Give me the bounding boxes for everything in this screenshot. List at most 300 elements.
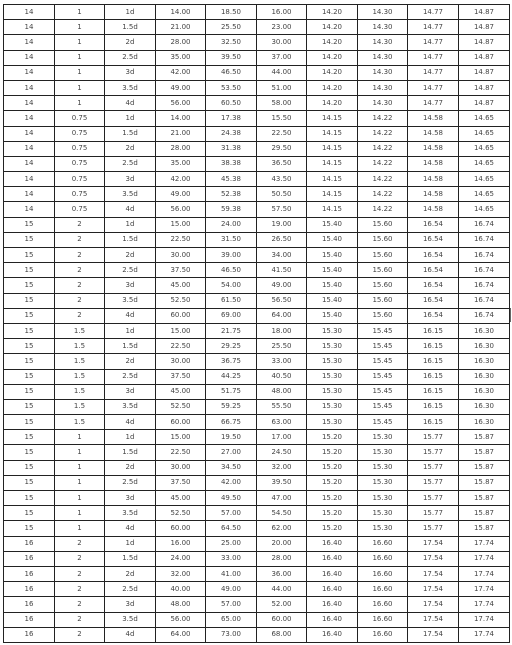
- table-cell: 3.5d: [105, 80, 156, 95]
- table-cell: 63.00: [257, 415, 307, 430]
- table-cell: 16.74: [459, 293, 510, 308]
- data-table: [3, 4, 510, 643]
- table-cell: 1: [55, 445, 105, 460]
- table-cell: 15.30: [358, 521, 408, 536]
- table-cell: 14.20: [307, 50, 358, 65]
- table-cell: 60.00: [257, 612, 307, 627]
- table-cell: 15.60: [358, 217, 408, 232]
- table-row: [4, 506, 510, 521]
- table-cell: 14.22: [358, 156, 408, 171]
- table-row: [4, 399, 510, 414]
- table-cell: 1: [55, 460, 105, 475]
- table-cell: 16.30: [459, 369, 510, 384]
- table-cell: 49.00: [156, 187, 206, 202]
- table-cell: 17.74: [459, 551, 510, 566]
- table-cell: 55.50: [257, 399, 307, 414]
- table-cell: 17.54: [408, 612, 459, 627]
- table-cell: 15.40: [307, 308, 358, 323]
- table-cell: 15.87: [459, 506, 510, 521]
- table-cell: 15.40: [307, 278, 358, 293]
- table-row: [4, 232, 510, 247]
- table-cell: 1: [55, 50, 105, 65]
- table-cell: 14.30: [358, 80, 408, 95]
- table-cell: 15.20: [307, 460, 358, 475]
- table-row: [4, 384, 510, 399]
- table-cell: 14.77: [408, 20, 459, 35]
- table-cell: 39.50: [257, 475, 307, 490]
- table-cell: 14.15: [307, 172, 358, 187]
- table-cell: 1d: [105, 5, 156, 20]
- table-cell: 46.50: [206, 65, 257, 80]
- table-cell: 28.00: [156, 35, 206, 50]
- table-cell: 22.50: [156, 232, 206, 247]
- table-cell: 30.00: [156, 354, 206, 369]
- table-cell: 45.00: [156, 491, 206, 506]
- table-cell: 0.75: [55, 156, 105, 171]
- table-cell: 17.54: [408, 566, 459, 581]
- table-cell: 17.38: [206, 111, 257, 126]
- table-cell: 16.74: [459, 278, 510, 293]
- table-cell: 37.50: [156, 475, 206, 490]
- table-cell: 1: [55, 65, 105, 80]
- table-cell: 15.77: [408, 506, 459, 521]
- table-cell: 1: [55, 20, 105, 35]
- table-cell: 17.74: [459, 566, 510, 581]
- table-cell: 15.20: [307, 521, 358, 536]
- table-cell: 2.5d: [105, 475, 156, 490]
- table-cell: 1.5d: [105, 339, 156, 354]
- table-row: [4, 217, 510, 232]
- table-cell: 16.15: [408, 399, 459, 414]
- table-cell: 15.60: [358, 308, 408, 323]
- table-cell: 15: [4, 217, 55, 232]
- table-cell: 54.00: [206, 278, 257, 293]
- table-cell: 25.50: [257, 339, 307, 354]
- table-cell: 14.00: [156, 5, 206, 20]
- table-cell: 14.58: [408, 172, 459, 187]
- table-cell: 1: [55, 5, 105, 20]
- table-cell: 15.30: [307, 399, 358, 414]
- table-cell: 14.77: [408, 35, 459, 50]
- table-row: [4, 597, 510, 612]
- table-cell: 16.54: [408, 263, 459, 278]
- table-cell: 14.15: [307, 126, 358, 141]
- table-cell: 65.00: [206, 612, 257, 627]
- table-cell: 15.20: [307, 506, 358, 521]
- table-cell: 14.22: [358, 126, 408, 141]
- table-row: [4, 187, 510, 202]
- table-cell: 15.60: [358, 263, 408, 278]
- table-cell: 2.5d: [105, 582, 156, 597]
- table-cell: 34.00: [257, 248, 307, 263]
- table-cell: 4d: [105, 521, 156, 536]
- table-row: [4, 566, 510, 581]
- table-cell: 15: [4, 354, 55, 369]
- table-row: [4, 96, 510, 111]
- table-cell: 25.00: [206, 536, 257, 551]
- table-cell: 16.30: [459, 354, 510, 369]
- table-cell: 2.5d: [105, 50, 156, 65]
- table-cell: 1.5: [55, 415, 105, 430]
- table-cell: 1.5: [55, 399, 105, 414]
- table-cell: 14.87: [459, 35, 510, 50]
- table-cell: 15: [4, 323, 55, 338]
- table-row: [4, 551, 510, 566]
- table-cell: 1.5: [55, 369, 105, 384]
- table-cell: 14.15: [307, 141, 358, 156]
- table-row: [4, 582, 510, 597]
- table-cell: 16.15: [408, 354, 459, 369]
- table-cell: 15.87: [459, 445, 510, 460]
- table-cell: 16.60: [358, 566, 408, 581]
- table-cell: 54.50: [257, 506, 307, 521]
- table-cell: 14.22: [358, 172, 408, 187]
- table-cell: 14.87: [459, 5, 510, 20]
- table-cell: 45.00: [156, 384, 206, 399]
- table-cell: 14.30: [358, 35, 408, 50]
- table-cell: 29.50: [257, 141, 307, 156]
- table-cell: 15.30: [358, 475, 408, 490]
- table-cell: 40.50: [257, 369, 307, 384]
- table-cell: 14.20: [307, 80, 358, 95]
- table-cell: 15.30: [307, 323, 358, 338]
- table-cell: 1: [55, 521, 105, 536]
- table-cell: 4d: [105, 202, 156, 217]
- table-row: [4, 491, 510, 506]
- table-cell: 16.30: [459, 399, 510, 414]
- table-cell: 16: [4, 597, 55, 612]
- table-cell: 56.00: [156, 96, 206, 111]
- table-cell: 3.5d: [105, 506, 156, 521]
- table-cell: 53.50: [206, 80, 257, 95]
- table-row: [4, 35, 510, 50]
- table-cell: 14.77: [408, 96, 459, 111]
- table-cell: 24.50: [257, 445, 307, 460]
- table-cell: 15.30: [358, 445, 408, 460]
- table-cell: 14.58: [408, 111, 459, 126]
- table-cell: 15: [4, 430, 55, 445]
- table-cell: 3d: [105, 597, 156, 612]
- table-cell: 1: [55, 430, 105, 445]
- table-cell: 40.00: [156, 582, 206, 597]
- table-cell: 24.00: [206, 217, 257, 232]
- table-cell: 15: [4, 521, 55, 536]
- table-cell: 14.30: [358, 65, 408, 80]
- table-cell: 16.60: [358, 612, 408, 627]
- table-row: [4, 323, 510, 338]
- table-cell: 30.00: [156, 248, 206, 263]
- table-cell: 60.00: [156, 521, 206, 536]
- table-cell: 1: [55, 475, 105, 490]
- table-cell: 16.15: [408, 415, 459, 430]
- table-cell: 15.45: [358, 399, 408, 414]
- table-cell: 15.87: [459, 460, 510, 475]
- table-cell: 17.54: [408, 627, 459, 642]
- table-cell: 31.38: [206, 141, 257, 156]
- table-row: [4, 339, 510, 354]
- table-cell: 36.75: [206, 354, 257, 369]
- table-cell: 18.00: [257, 323, 307, 338]
- table-cell: 16: [4, 627, 55, 642]
- table-cell: 16.74: [459, 308, 510, 323]
- table-cell: 3d: [105, 384, 156, 399]
- table-cell: 14.65: [459, 187, 510, 202]
- table-cell: 2: [55, 217, 105, 232]
- table-cell: 15.30: [358, 491, 408, 506]
- table-row: [4, 202, 510, 217]
- table-cell: 14.58: [408, 141, 459, 156]
- table-cell: 14.58: [408, 202, 459, 217]
- table-cell: 64.00: [257, 308, 307, 323]
- table-cell: 14.58: [408, 187, 459, 202]
- table-cell: 16.30: [459, 323, 510, 338]
- table-cell: 15: [4, 339, 55, 354]
- table-cell: 1: [55, 80, 105, 95]
- table-cell: 57.00: [206, 506, 257, 521]
- table-cell: 17.54: [408, 551, 459, 566]
- table-cell: 23.00: [257, 20, 307, 35]
- table-cell: 1: [55, 506, 105, 521]
- table-cell: 2: [55, 293, 105, 308]
- table-cell: 2: [55, 263, 105, 278]
- table-row: [4, 141, 510, 156]
- table-row: [4, 369, 510, 384]
- table-cell: 69.00: [206, 308, 257, 323]
- table-cell: 2: [55, 566, 105, 581]
- table-cell: 43.50: [257, 172, 307, 187]
- table-cell: 17.54: [408, 597, 459, 612]
- table-cell: 15.77: [408, 460, 459, 475]
- table-cell: 0.75: [55, 111, 105, 126]
- table-cell: 14.20: [307, 65, 358, 80]
- table-cell: 15.20: [307, 475, 358, 490]
- table-cell: 17.74: [459, 597, 510, 612]
- table-cell: 14.65: [459, 156, 510, 171]
- table-cell: 15.30: [358, 506, 408, 521]
- table-cell: 16.74: [459, 248, 510, 263]
- table-cell: 14.30: [358, 5, 408, 20]
- table-cell: 51.75: [206, 384, 257, 399]
- table-cell: 3.5d: [105, 612, 156, 627]
- table-cell: 2: [55, 597, 105, 612]
- table-cell: 15.60: [358, 248, 408, 263]
- table-cell: 14: [4, 187, 55, 202]
- table-row: [4, 460, 510, 475]
- table-cell: 2d: [105, 35, 156, 50]
- table-cell: 68.00: [257, 627, 307, 642]
- table-cell: 24.38: [206, 126, 257, 141]
- table-cell: 14: [4, 5, 55, 20]
- table-cell: 1.5d: [105, 20, 156, 35]
- table-cell: 26.50: [257, 232, 307, 247]
- table-cell: 2d: [105, 141, 156, 156]
- table-cell: 16.30: [459, 415, 510, 430]
- table-row: [4, 172, 510, 187]
- table-cell: 2.5d: [105, 263, 156, 278]
- table-cell: 14.87: [459, 65, 510, 80]
- table-cell: 56.00: [156, 202, 206, 217]
- table-cell: 16.54: [408, 232, 459, 247]
- cursor-mark: [510, 308, 511, 322]
- table-cell: 3d: [105, 278, 156, 293]
- table-cell: 60.00: [156, 308, 206, 323]
- table-cell: 45.00: [156, 278, 206, 293]
- table-cell: 42.00: [156, 65, 206, 80]
- table-cell: 14: [4, 65, 55, 80]
- table-row: [4, 65, 510, 80]
- table-body: [4, 5, 510, 643]
- table-cell: 15: [4, 415, 55, 430]
- table-cell: 14.22: [358, 187, 408, 202]
- table-cell: 16.15: [408, 369, 459, 384]
- table-cell: 4d: [105, 415, 156, 430]
- table-cell: 16.40: [307, 597, 358, 612]
- table-cell: 20.00: [257, 536, 307, 551]
- table-cell: 0.75: [55, 202, 105, 217]
- table-cell: 58.00: [257, 96, 307, 111]
- table-cell: 14.00: [156, 111, 206, 126]
- table-cell: 15.45: [358, 384, 408, 399]
- table-cell: 41.50: [257, 263, 307, 278]
- table-cell: 16.60: [358, 627, 408, 642]
- table-cell: 16.74: [459, 232, 510, 247]
- table-cell: 32.00: [257, 460, 307, 475]
- table-cell: 15.45: [358, 323, 408, 338]
- table-cell: 15: [4, 491, 55, 506]
- table-cell: 15.77: [408, 491, 459, 506]
- table-cell: 16.60: [358, 551, 408, 566]
- table-cell: 3d: [105, 491, 156, 506]
- table-cell: 22.50: [257, 126, 307, 141]
- table-cell: 14.30: [358, 20, 408, 35]
- table-cell: 16.40: [307, 551, 358, 566]
- table-cell: 0.75: [55, 172, 105, 187]
- table-cell: 27.00: [206, 445, 257, 460]
- table-cell: 48.00: [257, 384, 307, 399]
- table-cell: 15.30: [307, 415, 358, 430]
- table-cell: 1.5d: [105, 232, 156, 247]
- table-cell: 16.30: [459, 339, 510, 354]
- table-cell: 52.50: [156, 293, 206, 308]
- table-row: [4, 627, 510, 642]
- table-cell: 16: [4, 612, 55, 627]
- table-cell: 1.5d: [105, 126, 156, 141]
- table-cell: 15.45: [358, 415, 408, 430]
- table-cell: 15.30: [358, 460, 408, 475]
- table-cell: 36.50: [257, 156, 307, 171]
- table-cell: 2d: [105, 354, 156, 369]
- table-cell: 15.87: [459, 430, 510, 445]
- table-cell: 2: [55, 536, 105, 551]
- table-cell: 14.20: [307, 20, 358, 35]
- table-cell: 14: [4, 202, 55, 217]
- table-row: [4, 20, 510, 35]
- table-cell: 44.25: [206, 369, 257, 384]
- table-cell: 3.5d: [105, 187, 156, 202]
- table-cell: 52.50: [156, 506, 206, 521]
- table-row: [4, 156, 510, 171]
- table-cell: 16.54: [408, 248, 459, 263]
- table-cell: 42.00: [206, 475, 257, 490]
- table-cell: 16.60: [358, 582, 408, 597]
- table-row: [4, 445, 510, 460]
- table-row: [4, 126, 510, 141]
- table-cell: 44.00: [257, 582, 307, 597]
- table-cell: 37.50: [156, 263, 206, 278]
- table-cell: 17.74: [459, 536, 510, 551]
- table-cell: 15.87: [459, 491, 510, 506]
- table-cell: 1d: [105, 430, 156, 445]
- table-cell: 14: [4, 141, 55, 156]
- table-cell: 16.74: [459, 263, 510, 278]
- table-cell: 56.50: [257, 293, 307, 308]
- table-cell: 14: [4, 20, 55, 35]
- table-cell: 15.30: [307, 339, 358, 354]
- table-cell: 15.20: [307, 491, 358, 506]
- table-cell: 14.15: [307, 156, 358, 171]
- table-cell: 14.65: [459, 126, 510, 141]
- table-cell: 24.00: [156, 551, 206, 566]
- table-cell: 73.00: [206, 627, 257, 642]
- table-cell: 14.15: [307, 111, 358, 126]
- table-cell: 57.50: [257, 202, 307, 217]
- table-cell: 37.00: [257, 50, 307, 65]
- table-cell: 15.45: [358, 339, 408, 354]
- table-cell: 15.87: [459, 475, 510, 490]
- table-cell: 14.87: [459, 96, 510, 111]
- table-cell: 16.60: [358, 597, 408, 612]
- table-cell: 15: [4, 506, 55, 521]
- table-cell: 28.00: [257, 551, 307, 566]
- table-cell: 51.00: [257, 80, 307, 95]
- table-cell: 1d: [105, 111, 156, 126]
- table-cell: 14.77: [408, 80, 459, 95]
- table-cell: 14.87: [459, 20, 510, 35]
- table-cell: 15.50: [257, 111, 307, 126]
- table-cell: 49.50: [206, 491, 257, 506]
- table-cell: 46.50: [206, 263, 257, 278]
- table-cell: 14.65: [459, 111, 510, 126]
- table-cell: 15.77: [408, 475, 459, 490]
- table-cell: 14: [4, 172, 55, 187]
- table-cell: 2d: [105, 460, 156, 475]
- table-cell: 2: [55, 308, 105, 323]
- table-cell: 38.38: [206, 156, 257, 171]
- table-cell: 1d: [105, 323, 156, 338]
- table-cell: 2: [55, 551, 105, 566]
- table-cell: 15: [4, 399, 55, 414]
- table-cell: 16.00: [156, 536, 206, 551]
- table-cell: 2: [55, 278, 105, 293]
- table-row: [4, 430, 510, 445]
- table-cell: 2: [55, 582, 105, 597]
- table-row: [4, 50, 510, 65]
- table-cell: 15.40: [307, 248, 358, 263]
- table-cell: 1.5: [55, 384, 105, 399]
- table-cell: 2d: [105, 566, 156, 581]
- table-row: [4, 278, 510, 293]
- table-cell: 1.5: [55, 323, 105, 338]
- table-cell: 28.00: [156, 141, 206, 156]
- table-cell: 15: [4, 460, 55, 475]
- table-cell: 15: [4, 308, 55, 323]
- table-cell: 17.00: [257, 430, 307, 445]
- table-cell: 22.50: [156, 339, 206, 354]
- table-cell: 49.00: [257, 278, 307, 293]
- table-cell: 29.25: [206, 339, 257, 354]
- table-row: [4, 111, 510, 126]
- table-cell: 15.40: [307, 263, 358, 278]
